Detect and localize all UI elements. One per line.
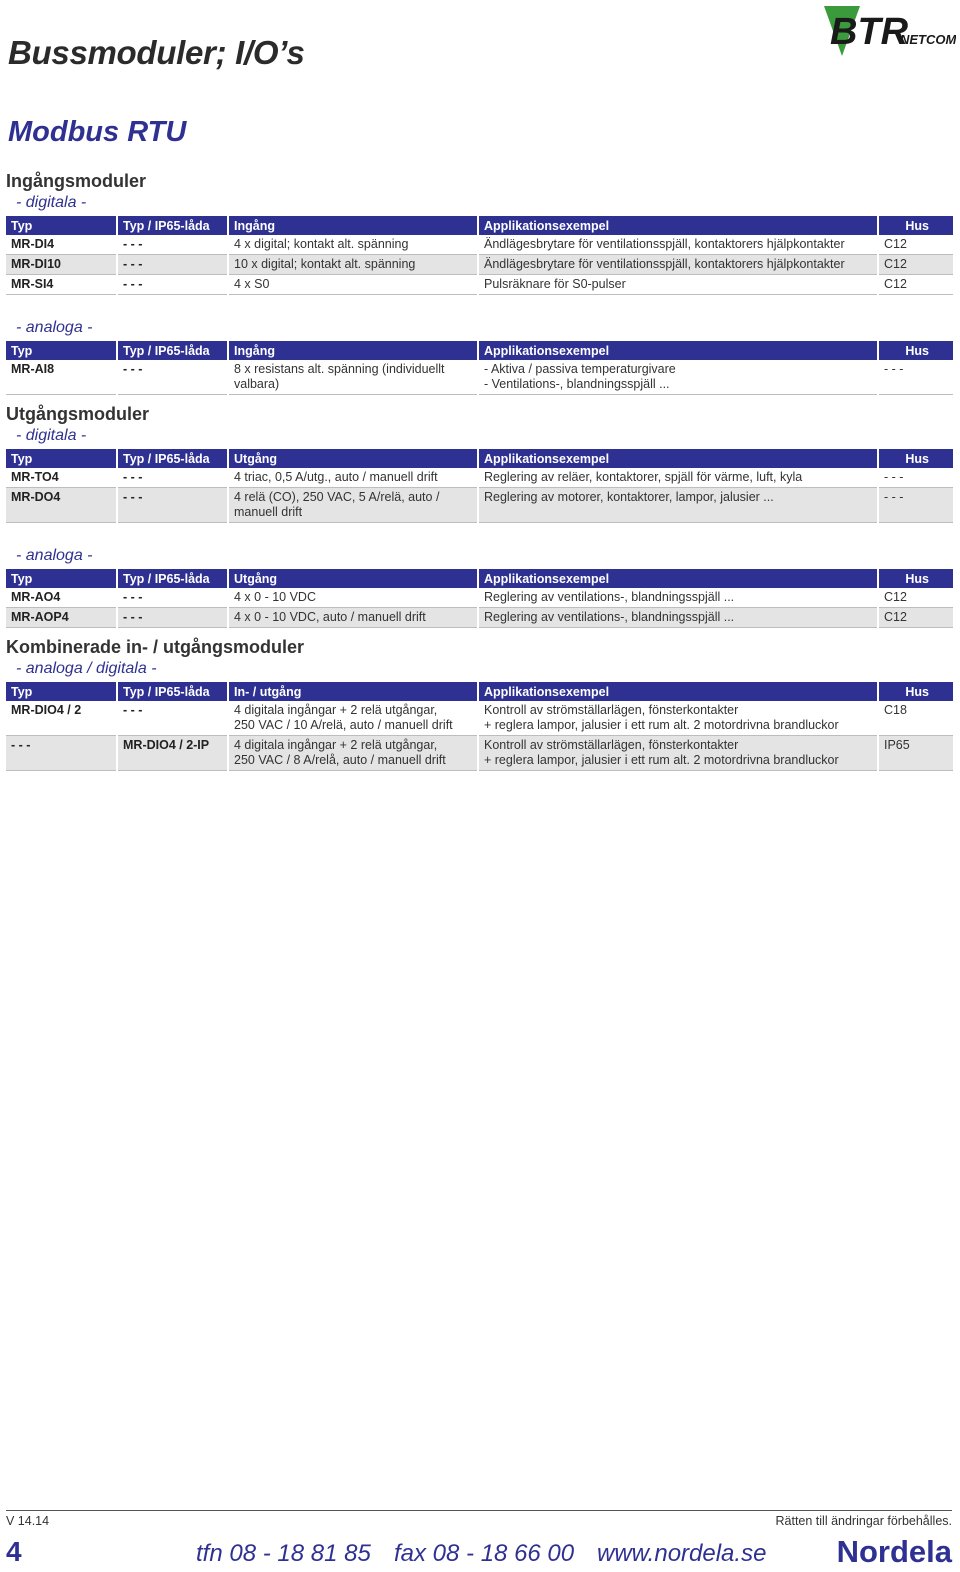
- cell-application: Kontroll av strömställarlägen, fönsterkontakter + reglera lampor, jalusier i ett rum alt. 2 motordrivna brandluckor: [478, 701, 878, 736]
- cell-application: Ändlägesbrytare för ventilationsspjäll, kontaktorers hjälpkontakter: [478, 255, 878, 275]
- phone-number: tfn 08 - 18 81 85: [196, 1540, 371, 1567]
- column-header-housing: Hus: [878, 449, 953, 468]
- cell-housing: IP65: [878, 736, 953, 771]
- cell-io: 4 x digital; kontakt alt. spänning: [228, 235, 478, 255]
- table-row: [6, 701, 953, 736]
- section-subheading: - digitala -: [16, 427, 87, 444]
- cell-application: Reglering av ventilations-, blandningsspjäll ...: [478, 608, 878, 628]
- column-header-housing: Hus: [878, 216, 953, 235]
- table-row: [6, 488, 953, 523]
- table-row: [6, 588, 953, 608]
- cell-housing: - - -: [878, 488, 953, 523]
- table-row: [6, 468, 953, 488]
- column-header-ip65-type: Typ / IP65-låda: [117, 682, 228, 701]
- cell-application: Kontroll av strömställarlägen, fönsterkontakter + reglera lampor, jalusier i ett rum alt. 2 motordrivna brandluckor: [478, 736, 878, 771]
- column-header-application: Applikationsexempel: [478, 216, 878, 235]
- column-header-ip65-type: Typ / IP65-låda: [117, 341, 228, 360]
- module-table: [6, 216, 953, 295]
- column-header-housing: Hus: [878, 341, 953, 360]
- section-heading: Kombinerade in- / utgångsmoduler: [6, 637, 305, 657]
- cell-housing: C12: [878, 235, 953, 255]
- table-row: [6, 736, 953, 771]
- cell-application: Reglering av motorer, kontaktorer, lampor, jalusier ...: [478, 488, 878, 523]
- cell-housing: C12: [878, 588, 953, 608]
- cell-io: 4 triac, 0,5 A/utg., auto / manuell drift: [228, 468, 478, 488]
- column-header-io: Utgång: [228, 449, 478, 468]
- column-header-application: Applikationsexempel: [478, 682, 878, 701]
- cell-io: 10 x digital; kontakt alt. spänning: [228, 255, 478, 275]
- cell-ip65-type: - - -: [117, 608, 228, 628]
- column-header-application: Applikationsexempel: [478, 449, 878, 468]
- cell-ip65-type: - - -: [117, 360, 228, 395]
- column-header-type: Typ: [6, 341, 117, 360]
- section-subheading: - analoga -: [16, 547, 93, 564]
- column-header-type: Typ: [6, 216, 117, 235]
- cell-ip65-type: - - -: [117, 588, 228, 608]
- cell-ip65-type: - - -: [117, 488, 228, 523]
- rights-notice: Rätten till ändringar förbehålles.: [775, 1514, 952, 1528]
- cell-type: MR-TO4: [6, 468, 117, 488]
- table-header-row: [6, 216, 953, 235]
- cell-ip65-type: MR-DIO4 / 2-IP: [117, 736, 228, 771]
- cell-ip65-type: - - -: [117, 235, 228, 255]
- column-header-io: Utgång: [228, 569, 478, 588]
- protocol-title: Modbus RTU: [8, 116, 187, 148]
- cell-io: 4 x 0 - 10 VDC: [228, 588, 478, 608]
- column-header-type: Typ: [6, 449, 117, 468]
- table-row: [6, 608, 953, 628]
- brand-name: Nordela: [836, 1534, 952, 1569]
- module-table: [6, 682, 953, 771]
- section-heading: Utgångsmoduler: [6, 404, 150, 424]
- section-heading: Ingångsmoduler: [6, 171, 147, 191]
- table-row: [6, 275, 953, 295]
- column-header-housing: Hus: [878, 682, 953, 701]
- column-header-application: Applikationsexempel: [478, 569, 878, 588]
- cell-io: 8 x resistans alt. spänning (individuellt valbara): [228, 360, 478, 395]
- cell-application: - Aktiva / passiva temperaturgivare - Ventilations-, blandningsspjäll ...: [478, 360, 878, 395]
- cell-type: MR-AI8: [6, 360, 117, 395]
- column-header-type: Typ: [6, 682, 117, 701]
- cell-io: 4 x S0: [228, 275, 478, 295]
- cell-housing: - - -: [878, 360, 953, 395]
- cell-type: MR-DI4: [6, 235, 117, 255]
- column-header-ip65-type: Typ / IP65-låda: [117, 449, 228, 468]
- section-subheading: - analoga / digitala -: [16, 660, 157, 677]
- cell-housing: C12: [878, 255, 953, 275]
- cell-io: 4 digitala ingångar + 2 relä utgångar, 250 VAC / 8 A/relå, auto / manuell drift: [228, 736, 478, 771]
- cell-application: Reglering av reläer, kontaktorer, spjäll för värme, luft, kyla: [478, 468, 878, 488]
- column-header-io: Ingång: [228, 341, 478, 360]
- cell-housing: C12: [878, 275, 953, 295]
- cell-type: MR-AO4: [6, 588, 117, 608]
- cell-io: 4 x 0 - 10 VDC, auto / manuell drift: [228, 608, 478, 628]
- cell-application: Ändlägesbrytare för ventilationsspjäll, kontaktorers hjälpkontakter: [478, 235, 878, 255]
- module-table: [6, 449, 953, 523]
- table-row: [6, 235, 953, 255]
- table-row: [6, 360, 953, 395]
- cell-type: MR-DIO4 / 2: [6, 701, 117, 736]
- cell-type: MR-AOP4: [6, 608, 117, 628]
- table-header-row: [6, 449, 953, 468]
- footer-divider: [6, 1510, 952, 1511]
- section-subheading: - digitala -: [16, 194, 87, 211]
- cell-application: Reglering av ventilations-, blandningsspjäll ...: [478, 588, 878, 608]
- cell-io: 4 digitala ingångar + 2 relä utgångar, 250 VAC / 10 A/relä, auto / manuell drift: [228, 701, 478, 736]
- page-number: 4: [6, 1536, 22, 1567]
- column-header-housing: Hus: [878, 569, 953, 588]
- logo-subtext: NETCOM: [900, 32, 956, 47]
- table-header-row: [6, 682, 953, 701]
- cell-type: - - -: [6, 736, 117, 771]
- column-header-io: Ingång: [228, 216, 478, 235]
- column-header-io: In- / utgång: [228, 682, 478, 701]
- cell-io: 4 relä (CO), 250 VAC, 5 A/relä, auto / manuell drift: [228, 488, 478, 523]
- cell-application: Pulsräknare för S0-pulser: [478, 275, 878, 295]
- fax-number: fax 08 - 18 66 00: [394, 1540, 575, 1567]
- module-table: [6, 341, 953, 395]
- table-header-row: [6, 341, 953, 360]
- cell-housing: C12: [878, 608, 953, 628]
- cell-ip65-type: - - -: [117, 468, 228, 488]
- cell-housing: - - -: [878, 468, 953, 488]
- table-row: [6, 255, 953, 275]
- cell-ip65-type: - - -: [117, 275, 228, 295]
- cell-type: MR-DO4: [6, 488, 117, 523]
- column-header-type: Typ: [6, 569, 117, 588]
- cell-ip65-type: - - -: [117, 701, 228, 736]
- btr-netcom-logo: [820, 4, 956, 60]
- section-subheading: - analoga -: [16, 319, 93, 336]
- column-header-application: Applikationsexempel: [478, 341, 878, 360]
- cell-housing: C18: [878, 701, 953, 736]
- website-link[interactable]: www.nordela.se: [597, 1540, 767, 1567]
- cell-type: MR-DI10: [6, 255, 117, 275]
- column-header-ip65-type: Typ / IP65-låda: [117, 569, 228, 588]
- cell-ip65-type: - - -: [117, 255, 228, 275]
- version-label: V 14.14: [6, 1514, 50, 1528]
- module-table: [6, 569, 953, 628]
- cell-type: MR-SI4: [6, 275, 117, 295]
- page-title: Bussmoduler; I/O’s: [8, 34, 305, 71]
- logo-text: BTR: [830, 11, 909, 53]
- column-header-ip65-type: Typ / IP65-låda: [117, 216, 228, 235]
- module-sections: [6, 170, 953, 779]
- table-header-row: [6, 569, 953, 588]
